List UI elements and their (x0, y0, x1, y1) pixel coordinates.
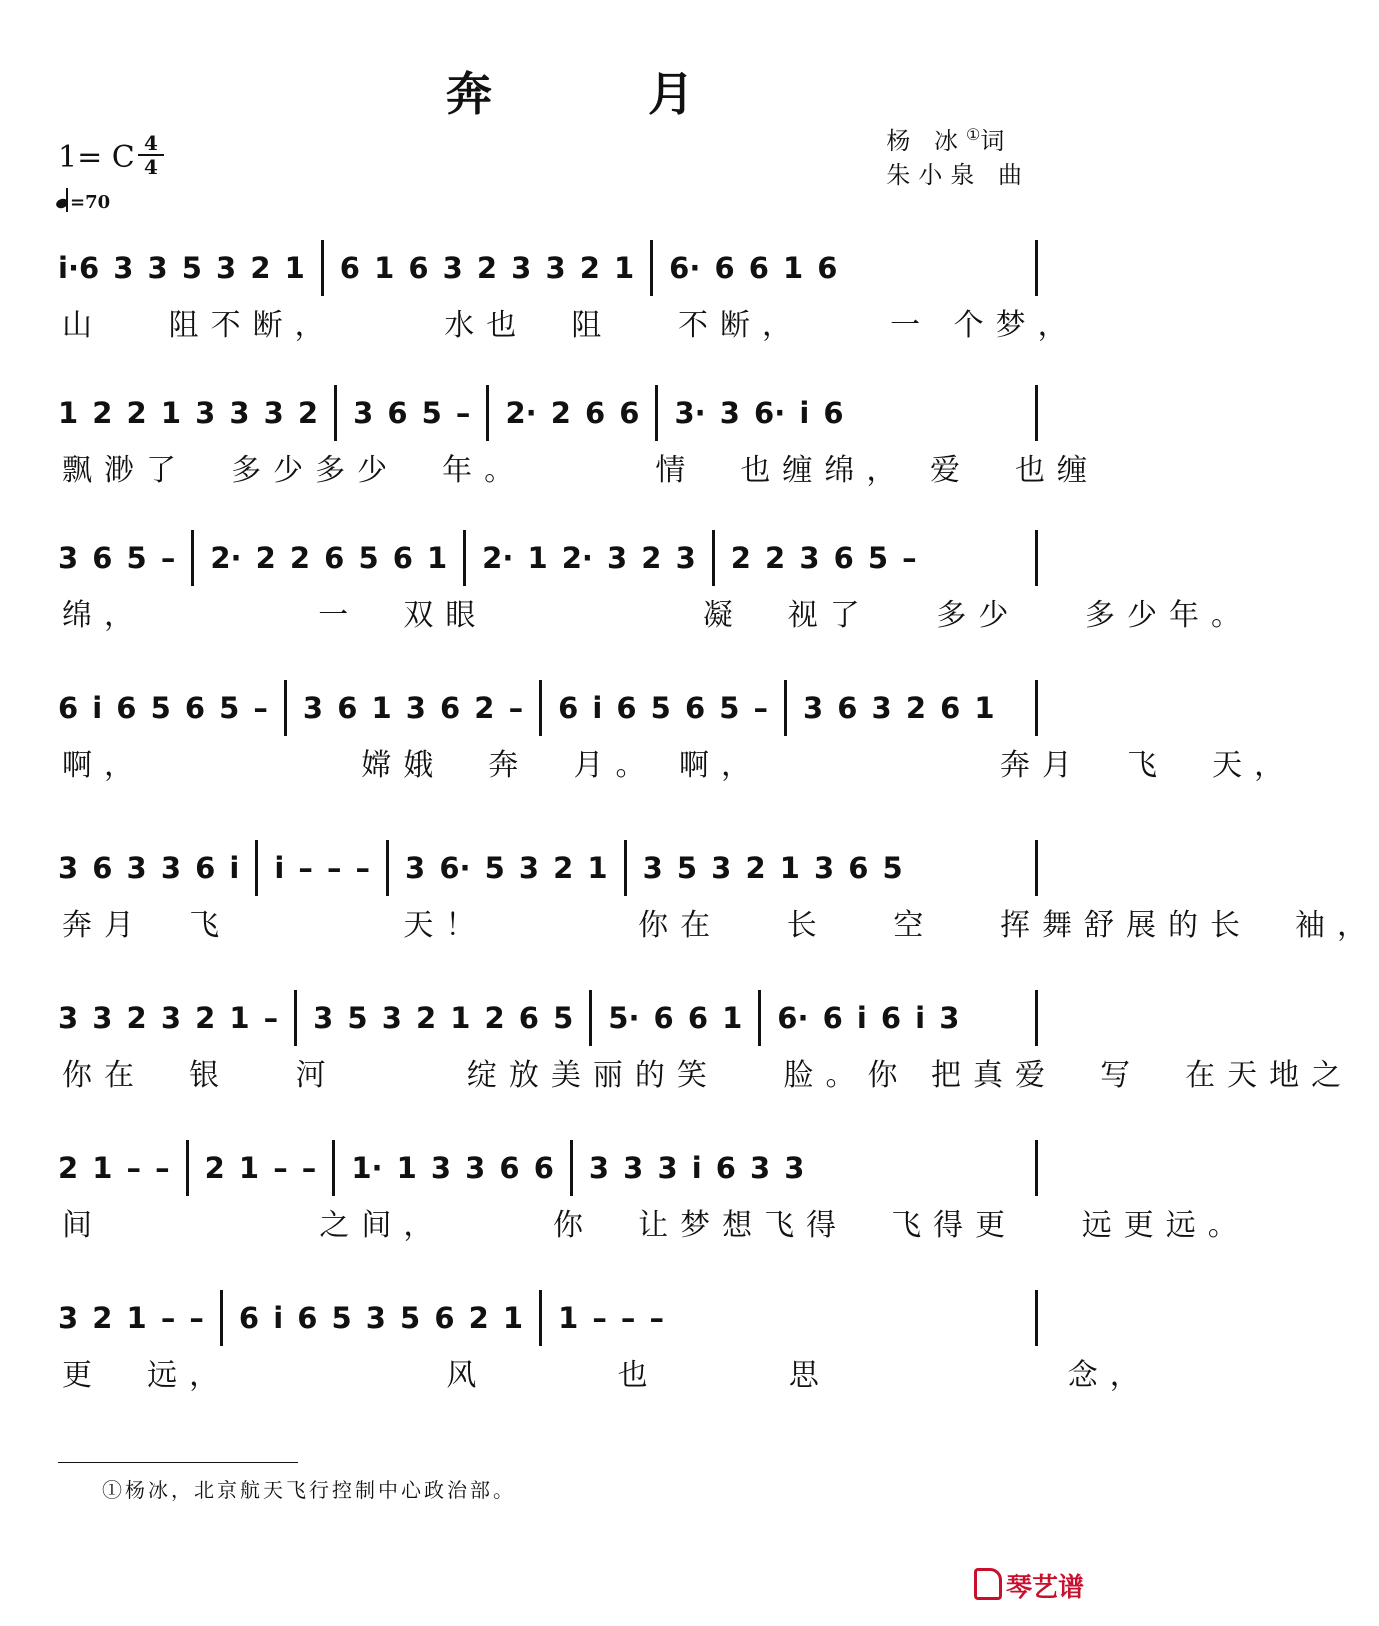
bar-line (539, 680, 542, 736)
measure: 6· 6 6 1 6 (669, 251, 838, 285)
lyric-line: 奔月 飞 天！ 你在 长 空 挥舞舒展的长 袖， (62, 908, 1379, 943)
bar-line (334, 385, 337, 441)
time-signature (138, 133, 164, 177)
measure: 3 6 1 3 6 2 – (302, 691, 524, 725)
lyric-line: 飘渺了 多少多少 年。 情 也缠绵， 爱 也缠 (62, 453, 1100, 488)
measure: 3 5 3 2 1 3 6 5 (642, 851, 903, 885)
footnote-rule (58, 1462, 298, 1463)
measure: 3 6 5 – (58, 541, 176, 575)
time-signature-bottom: 4 (144, 155, 158, 179)
measure: 3 3 2 3 2 1 – (58, 1001, 279, 1035)
measure: 3· 3 6· i 6 (674, 396, 844, 430)
page-title: 奔 月 (445, 67, 764, 121)
lyricist-role: 词 (980, 127, 1013, 155)
measure: 1· 1 3 3 6 6 (351, 1151, 554, 1185)
score-line (0, 990, 1354, 1100)
measure: 2· 2 6 6 (505, 396, 640, 430)
tempo-value: =70 (70, 192, 111, 213)
notation-line (58, 385, 1038, 441)
notation-line (58, 840, 1038, 896)
lyric-line: 啊， 嫦娥 奔 月。 啊， 奔月 飞 天， (62, 748, 1297, 783)
bar-line (1035, 840, 1038, 896)
measure: 2 2 3 6 5 – (730, 541, 917, 575)
lyric-line: 你在 银 河 绽放美丽的笑 脸。你 把真爱 写 在天地之 (62, 1058, 1354, 1093)
watermark-text: 琴艺谱 (1005, 1573, 1084, 1603)
bar-line (321, 240, 324, 296)
measure: 6 i 6 5 6 5 – (558, 691, 768, 725)
bar-line (220, 1290, 223, 1346)
score-line (0, 1290, 1152, 1400)
notation-line (58, 680, 1038, 736)
bar-line (570, 1140, 573, 1196)
bar-line (712, 530, 715, 586)
measure: 1 – – – (558, 1301, 665, 1335)
measure: 5· 6 6 1 (608, 1001, 743, 1035)
lyric-line: 绵， 一 双眼 凝 视了 多少 多少年。 (62, 598, 1254, 633)
notation-line (58, 530, 1038, 586)
key-signature: 1= C (58, 140, 135, 175)
lyric-line: 山 阻不断， 水也 阻 不断， 一 个梦， (62, 308, 1080, 343)
measure: 2 1 – – (204, 1151, 317, 1185)
measure: 2· 1 2· 3 2 3 (482, 541, 696, 575)
lyric-line: 更 远， 风 也 思 念， (62, 1358, 1152, 1393)
bar-line (758, 990, 761, 1046)
score-line (0, 680, 1297, 790)
bar-line (784, 680, 787, 736)
measure: i – – – (274, 851, 371, 885)
bar-line (1035, 990, 1038, 1046)
bar-line (191, 530, 194, 586)
score-line (0, 840, 1379, 950)
bar-line (386, 840, 389, 896)
bar-line (284, 680, 287, 736)
score-line (0, 240, 1140, 350)
composer-credit: 朱小泉 曲 (886, 161, 1030, 189)
measure: 3 2 1 – – (58, 1301, 204, 1335)
notation-line (58, 1140, 1038, 1196)
time-signature-top: 4 (144, 131, 158, 155)
bar-line (1035, 1140, 1038, 1196)
score-line (0, 530, 1254, 640)
measure: 3 6 3 3 6 i (58, 851, 240, 885)
credits (886, 118, 1030, 192)
bar-line (624, 840, 627, 896)
bar-line (294, 990, 297, 1046)
measure: 3 3 3 i 6 3 3 (588, 1151, 805, 1185)
notation-line (58, 240, 1038, 296)
measure: 1 2 2 1 3 3 3 2 (58, 396, 319, 430)
bar-line (589, 990, 592, 1046)
measure: 6 i 6 5 6 5 – (58, 691, 268, 725)
measure: 3 5 3 2 1 2 6 5 (313, 1001, 574, 1035)
bar-line (186, 1140, 189, 1196)
bar-line (255, 840, 258, 896)
tempo-marking (56, 188, 110, 213)
bar-line (486, 385, 489, 441)
lyricist-name: 杨 冰 (886, 127, 966, 155)
score-line (0, 1140, 1250, 1250)
measure: 2· 2 2 6 5 6 1 (210, 541, 448, 575)
bar-line (655, 385, 658, 441)
measure: 3 6 3 2 6 1 (803, 691, 995, 725)
measure: 2 1 – – (58, 1151, 170, 1185)
bar-line (650, 240, 653, 296)
measure: i·6 3 3 5 3 2 1 (58, 251, 305, 285)
lyricist-footnote-mark: ① (966, 125, 981, 144)
measure: 6· 6 i 6 i 3 (777, 1001, 960, 1035)
notation-line (58, 990, 1038, 1046)
lyric-line: 间 之间， 你 让梦想飞得 飞得更 远更远。 (62, 1208, 1250, 1243)
bar-line (1035, 530, 1038, 586)
bar-line (463, 530, 466, 586)
bar-line (1035, 680, 1038, 736)
bar-line (1035, 385, 1038, 441)
measure: 6 1 6 3 2 3 3 2 1 (339, 251, 635, 285)
score-line (0, 385, 1140, 495)
measure: 6 i 6 5 3 5 6 2 1 (238, 1301, 524, 1335)
footnote: ①杨冰，北京航天飞行控制中心政治部。 (102, 1478, 516, 1502)
bar-line (1035, 240, 1038, 296)
bar-line (1035, 1290, 1038, 1346)
measure: 3 6 5 – (353, 396, 471, 430)
bar-line (539, 1290, 542, 1346)
notation-line (58, 1290, 1038, 1346)
logo-icon (974, 1568, 1002, 1600)
measure: 3 6· 5 3 2 1 (405, 851, 608, 885)
watermark-logo (974, 1567, 1084, 1604)
bar-line (332, 1140, 335, 1196)
